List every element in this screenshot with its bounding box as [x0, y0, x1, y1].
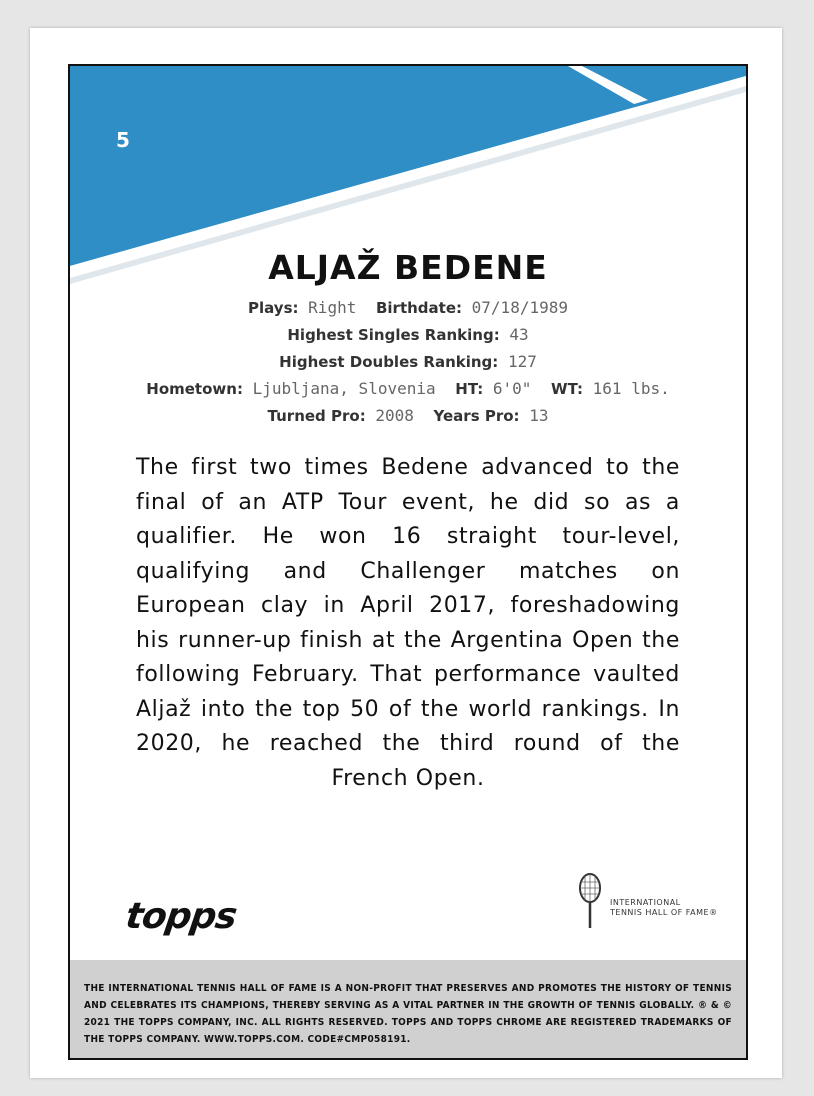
height-value: 6'0": [492, 379, 532, 398]
hall-of-fame-text: [610, 898, 718, 918]
stat-line-hometown: [70, 375, 746, 402]
player-bio: The first two times Bedene advanced to the final of an ATP Tour event, he did so as a qualifier. He won 16 straight tour-level, qualifying and Challenger matches on European clay in April 2017, foreshadowing his runner-up finish at the Argentina Open the following February. That performance vaulted Aljaž into the top 50 of the world rankings. In 2020, he reached the third round of the French Open.: [136, 455, 680, 791]
turned-pro-label: Turned Pro:: [267, 407, 366, 425]
years-pro-value: 13: [529, 406, 549, 425]
plays-label: Plays:: [248, 299, 299, 317]
doubles-ranking-label: Highest Doubles Ranking:: [279, 353, 499, 371]
weight-label: WT:: [551, 380, 584, 398]
turned-pro-value: 2008: [375, 406, 414, 425]
birthdate-value: 07/18/1989: [471, 298, 568, 317]
card-number: 5: [116, 128, 130, 152]
singles-ranking-label: Highest Singles Ranking:: [287, 326, 500, 344]
plays-value: Right: [308, 298, 357, 317]
years-pro-label: Years Pro:: [433, 407, 520, 425]
doubles-ranking-value: 127: [507, 352, 537, 371]
stat-line-plays: [70, 294, 746, 321]
height-label: HT:: [455, 380, 484, 398]
legal-panel: [70, 960, 746, 1060]
player-stats: [70, 294, 746, 429]
card-frame: [68, 64, 748, 1060]
tennis-racket-icon: [576, 872, 604, 932]
topps-logo: topps: [123, 896, 239, 937]
stat-line-pro: [70, 402, 746, 429]
hometown-value: Ljubljana, Slovenia: [252, 379, 436, 398]
tennis-hall-of-fame-logo: [574, 872, 744, 932]
birthdate-label: Birthdate:: [375, 299, 463, 317]
hall-of-fame-line2: TENNIS HALL OF FAME®: [610, 908, 718, 917]
weight-value: 161 lbs.: [592, 379, 670, 398]
stat-line-singles: [70, 321, 746, 348]
trading-card: [30, 28, 782, 1078]
singles-ranking-value: 43: [509, 325, 529, 344]
hometown-label: Hometown:: [146, 380, 243, 398]
player-name: ALJAŽ BEDENE: [268, 248, 548, 287]
hall-of-fame-line1: INTERNATIONAL: [610, 898, 681, 907]
stat-line-doubles: [70, 348, 746, 375]
legal-text: THE INTERNATIONAL TENNIS HALL OF FAME IS A NON-PROFIT THAT PRESERVES AND PROMOTES THE HISTORY OF TENNIS AND CELEBRATES ITS CHAMPIONS, THEREBY SERVING AS A VITAL PARTNER IN THE GROWTH OF TENNIS GLOBALLY. ® & © 2021 THE TOPPS COMPANY, INC. ALL RIGHTS RESERVED. TOPPS AND TOPPS CHROME ARE REGISTERED TRADEMARKS OF THE TOPPS COMPANY. WWW.TOPPS.COM. CODE#CMP058191.: [84, 983, 732, 1045]
